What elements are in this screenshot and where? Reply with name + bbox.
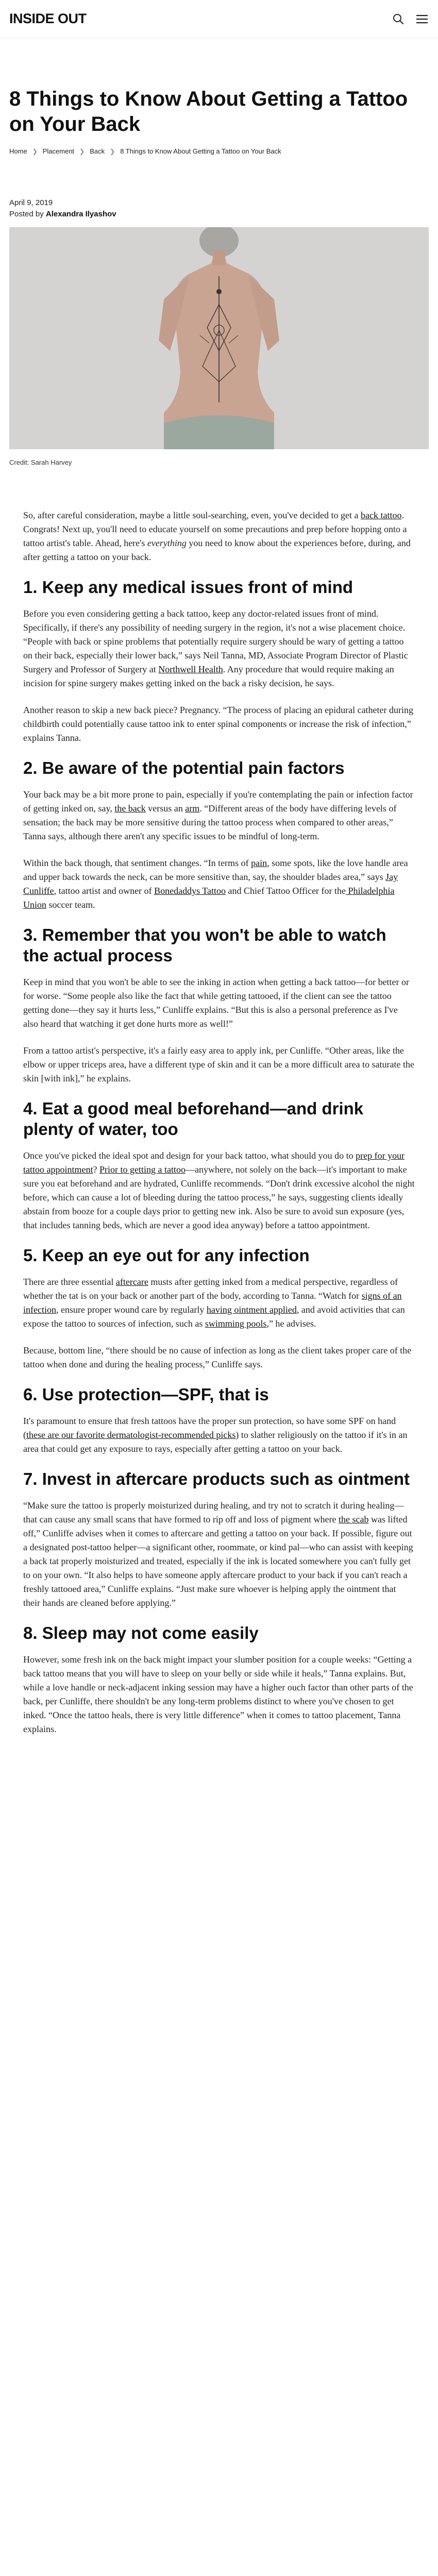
site-logo[interactable]: INSIDE OUT [9,11,87,26]
section-heading-8: 8. Sleep may not come easily [23,1623,259,1642]
header-actions [392,12,429,26]
hamburger-menu-icon[interactable] [415,12,429,26]
article-meta [9,197,429,220]
swimming-pools-link[interactable]: swimming pools [205,1318,267,1329]
northwell-health-link[interactable]: Northwell Health [158,664,223,674]
spf-picks-link[interactable]: these are our favorite dermatologist-recommended picks [26,1430,236,1440]
posted-by-label: Posted by [9,210,44,218]
back-tattoo-link[interactable]: back tattoo [361,510,402,520]
section-3-paragraph-1: Keep in mind that you won't be able to see the inking in action when getting a back tattoo—for better or for worse. “Some people also like the fact that while getting tattooed, if the client can see the tattoo getting done—they say it hurts less,” Cunliffe explains. “But this is also a personal preference as I've also heard that watching it get done hurts more as well!” [23,977,410,1029]
author-link[interactable]: Alexandra Ilyashov [45,210,116,218]
the-scab-link[interactable]: the scab [338,1514,369,1524]
breadcrumb-back[interactable]: Back [90,147,105,155]
byline [9,209,429,220]
article-body [23,509,415,1736]
arm-link[interactable]: arm [185,803,200,814]
pain-link[interactable]: pain [251,858,267,868]
section-7-paragraph-1: “Make sure the tattoo is properly moisturized during healing, and try not to scratch it during healing—that can cause any small scans that have formed to rip off and loss of pigment where the scab was lifted off,” Cunliffe advises when it comes to aftercare and getting a tattoo on your back. If possible, figure out a designated post-tattoo helper—a significant other, roommate, or kind pal—who can assist with keeping a back tat properly moisturized and treated, especially if the ink is located somewhere you can't fully get to on your own. “It also helps to have someone apply aftercare product to your back if you can't reach a freshly tattooed area,” Cunliffe explains. “Just make sure whoever is helping apply the ointment that their hands are cleaned before applying.” [23,1500,413,1608]
chevron-right-icon: ❯ [110,147,115,155]
the-back-link[interactable]: the back [114,803,146,814]
section-6-paragraph-1: It's paramount to ensure that fresh tattoos have the proper sun protection, so have some SPF on hand (these are our favorite dermatologist-recommended picks) to slather religiously on the tattoo if it's in an area that could get any exposure to rays, especially after getting a tattoo on your back. [23,1416,408,1454]
section-1-paragraph-1: Before you even considering getting a back tattoo, keep any doctor-related issues front of mind. Specifically, if there's any possibility of needing surgery in the region, it's not a wise placement choice. “People with back or spine problems that potentially require surgery should be wary of getting a tattoo on their back, especially their lower back,” says Neil Tanna, MD, Associate Program Director of Plastic Surgery and Professor of Surgery at Northwell Health. Any procedure that would require making an incision for spine surgery makes getting inked on the back a risky decision, he says. [23,608,408,688]
section-heading-4: 4. Eat a good meal beforehand—and drink plenty of water, too [23,1099,364,1139]
section-4-paragraph-1: Once you've picked the ideal spot and design for your back tattoo, what should you do to prep for your tattoo appointment? Prior to getting a tattoo—anywhere, not solely on the back—it's important to make sure you eat beforehand and are hydrated, Cunliffe recommends. “Don't drink excessive alcohol the night before, which can cause a lot of bleeding during the tattoo process,” he says, suggesting clients ideally abstain from booze for a couple days prior to getting new ink. Also be sure to avoid sun exposure (yes, that includes tanning beds, which are never a good idea anyway) before a tattoo appointment. [23,1150,415,1230]
intro-paragraph: So, after careful consideration, maybe a little soul-searching, even, you've decided to get a back tattoo. Congrats! Next up, you'll need to educate yourself on some precautions and prep before hopping onto a tattoo artist's table. Ahead, here's everything you need to know about the experiences before, during, and after getting a tattoo on your back. [23,510,411,562]
prep-tattoo-appointment-link[interactable]: prep for your tattoo appointment [23,1150,405,1175]
breadcrumb-current: 8 Things to Know About Getting a Tattoo on Your Back [120,147,281,155]
section-3-paragraph-2: From a tattoo artist's perspective, it's a fairly easy area to apply ink, per Cunliffe. “Other areas, like the elbow or upper triceps area, have a different type of skin and it can be a more difficult area to saturate the skin [with ink],” he explains. [23,1045,415,1083]
section-heading-1: 1. Keep any medical issues front of mind [23,578,353,597]
section-8-paragraph-1: However, some fresh ink on the back might impact your slumber position for a couple weeks: “Getting a back tattoo means that you will have to sleep on your belly or side while it heals,” Tanna explains. But, while a love handle or neck-adjacent inking session may have a higher ouch factor than other parts of the back, per Cunliffe, there shouldn't be any long-term problems distinct to where you've chosen to get inked. “Once the tattoo heals, there is very little difference” when it comes to tattoo placement, Tanna explains. [23,1654,413,1734]
section-5-paragraph-1: There are three essential aftercare musts after getting inked from a medical perspective, regardless of whether the tat is on your back or another part of the body, according to Tanna. “Watch for signs of an infection, ensure proper wound care by regularly having ointment applied, and avoid activities that can expose the tattoo to sources of infection, such as swimming pools,” he advises. [23,1277,405,1329]
section-heading-2: 2. Be aware of the potential pain factors [23,758,345,777]
search-icon[interactable] [392,12,405,26]
breadcrumb-home[interactable]: Home [9,147,27,155]
section-heading-3: 3. Remember that you won't be able to watch the actual process [23,925,386,965]
section-heading-6: 6. Use protection—SPF, that is [23,1385,269,1404]
section-heading-7: 7. Invest in aftercare products such as ointment [23,1469,410,1488]
section-heading-5: 5. Keep an eye out for any infection [23,1246,310,1265]
page-title: 8 Things to Know About Getting a Tattoo on Your Back [9,88,408,135]
breadcrumb [9,147,429,155]
publish-date: April 9, 2019 [9,198,53,207]
jay-cunliffe-link[interactable]: Jay Cunliffe [23,872,398,896]
breadcrumb-placement[interactable]: Placement [42,147,75,155]
chevron-right-icon: ❯ [32,147,38,155]
ointment-applied-link[interactable]: having ointment applied [206,1304,297,1315]
chevron-right-icon: ❯ [79,147,85,155]
section-2-paragraph-1: Your back may be a bit more prone to pain, especially if you're contemplating the pain or infection factor of getting inked on, say, the back versus an arm. “Different areas of the body have differing levels of sensation; the back may be more sensitive during the tattoo process when compared to other areas,” Tanna says, although there aren't any specific issues to be mindful of long-term. [23,789,413,841]
section-5-paragraph-2: Because, bottom line, “there should be no cause of infection as long as the client takes proper care of the tattoo when done and during the healing process,” Cunliffe says. [23,1345,412,1369]
page-container [0,87,438,466]
site-header [0,0,438,38]
hero-image [9,227,429,449]
image-credit: Credit: Sarah Harvey [9,459,72,466]
philadelphia-union-link[interactable]: Philadelphia Union [23,886,395,910]
aftercare-link[interactable]: aftercare [115,1277,148,1287]
bonedaddys-tattoo-link[interactable]: Bonedaddys Tattoo [154,886,226,896]
signs-of-infection-link[interactable]: signs of an infection [23,1291,402,1315]
section-1-paragraph-2: Another reason to skip a new back piece? Pregnancy. “The process of placing an epidural catheter during childbirth could potentially cause tattoo ink to enter spinal components or increase the risk of infection,” explains Tanna. [23,705,414,743]
prior-to-getting-tattoo-link[interactable]: Prior to getting a tattoo [99,1164,186,1175]
back-tattoo-photo [9,227,429,449]
section-2-paragraph-2: Within the back though, that sentiment changes. “In terms of pain, some spots, like the love handle area and upper back towards the neck, can be more sensitive than, say, the shoulder blades area,” says Jay Cunliffe, tattoo artist and owner of Bonedaddys Tattoo and Chief Tattoo Officer for the Philadelphia Union soccer team. [23,858,408,910]
